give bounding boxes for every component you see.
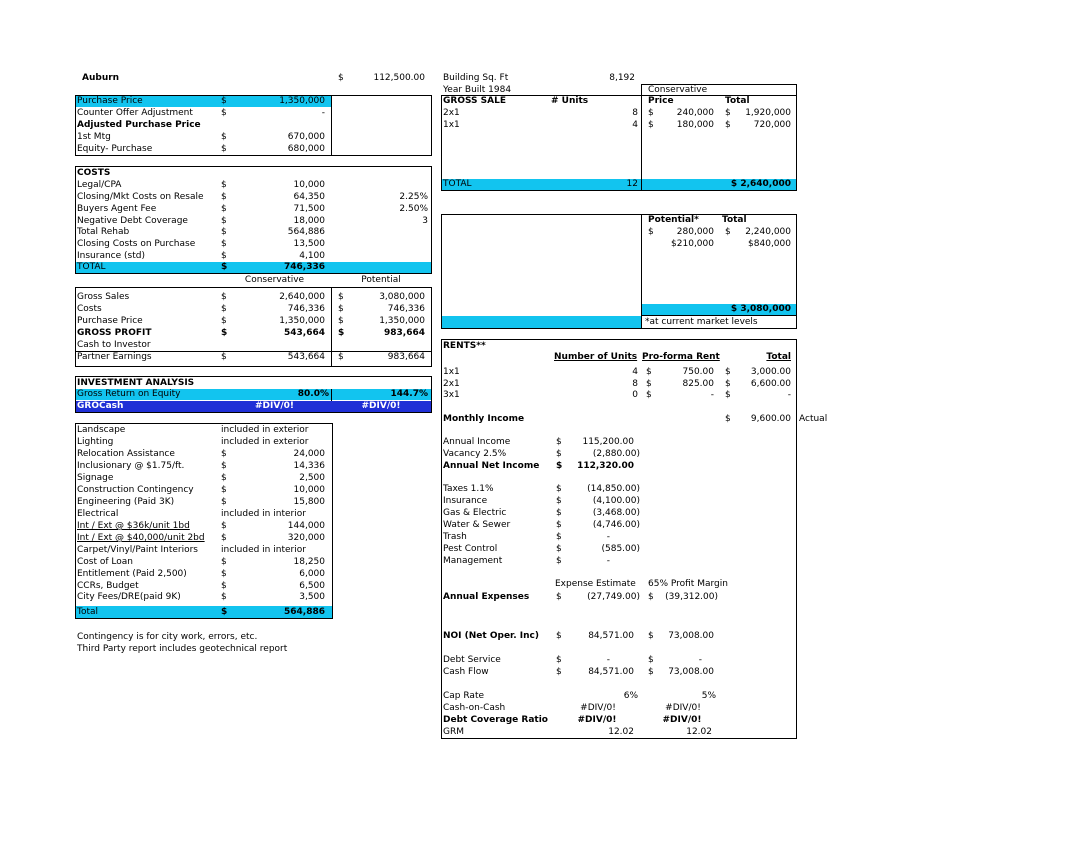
purchase-price-value: 1,350,000 bbox=[279, 96, 325, 106]
rent-value: 825.00 bbox=[682, 379, 714, 389]
equity-purchase-sym: $ bbox=[221, 144, 227, 154]
building-sqft-label: Building Sq. Ft bbox=[443, 73, 509, 83]
expense-value: (585.00) bbox=[601, 544, 640, 554]
noi-value: 84,571.00 bbox=[588, 631, 634, 641]
gross-return-pot: 144.7% bbox=[390, 389, 428, 399]
annual-net-income-label: Annual Net Income bbox=[443, 461, 540, 471]
noi-value-2: 73,008.00 bbox=[668, 631, 714, 641]
gross-sale-total-sym: $ bbox=[725, 120, 731, 130]
cash-flow-value: 84,571.00 bbox=[588, 667, 634, 677]
cash-to-investor-label: Cash to Investor bbox=[77, 340, 151, 350]
rehab-row-sym: included in exterior bbox=[221, 425, 309, 435]
expense-value: - bbox=[606, 532, 610, 542]
expense-sym: $ bbox=[556, 484, 562, 494]
profit-row-psym: $ bbox=[338, 292, 344, 302]
equity-purchase-label: Equity- Purchase bbox=[77, 144, 153, 154]
units-column-header: # Units bbox=[551, 96, 589, 106]
year-built: Year Built 1984 bbox=[443, 85, 512, 95]
expense-value: (4,100.00) bbox=[592, 496, 640, 506]
cost-row-sym: $ bbox=[221, 192, 227, 202]
grocash-cons: #DIV/0! bbox=[255, 401, 294, 411]
investment-heading: INVESTMENT ANALYSIS bbox=[77, 378, 195, 388]
gross-sale-heading: GROSS SALE bbox=[443, 96, 506, 106]
rent-value: - bbox=[710, 390, 714, 400]
gross-sale-units: 4 bbox=[632, 120, 638, 130]
partner-earnings-psym: $ bbox=[338, 352, 344, 362]
rehab-row-value: 24,000 bbox=[293, 449, 325, 459]
expense-label: Gas & Electric bbox=[443, 508, 507, 518]
profit-row-sym: $ bbox=[221, 304, 227, 314]
debt-service-value-2: - bbox=[698, 655, 702, 665]
gross-sale-type: 2x1 bbox=[443, 108, 460, 118]
potential-price-2: $210,000 bbox=[671, 239, 714, 249]
expense-sym: $ bbox=[556, 508, 562, 518]
rehab-row-sym: $ bbox=[221, 497, 227, 507]
rehab-row-label: Int / Ext @ $40,000/unit 2bd bbox=[77, 533, 205, 543]
counter-offer-label: Counter Offer Adjustment bbox=[77, 108, 193, 118]
cost-row-sym: $ bbox=[221, 204, 227, 214]
rehab-row-sym: included in interior bbox=[221, 545, 306, 555]
partner-earnings-pot: 983,664 bbox=[387, 352, 425, 362]
potential-header: Potential* bbox=[648, 215, 699, 225]
expense-sym: $ bbox=[556, 544, 562, 554]
cost-row-sym: $ bbox=[221, 180, 227, 190]
rehab-row-value: 3,500 bbox=[299, 592, 325, 602]
counter-offer-sym: $ bbox=[221, 108, 227, 118]
grm-label: GRM bbox=[443, 727, 464, 737]
gross-sale-price: 240,000 bbox=[676, 108, 714, 118]
building-sqft-value: 8,192 bbox=[609, 73, 635, 83]
dcr-value: #DIV/0! bbox=[577, 715, 617, 725]
potential-price-sym: $ bbox=[648, 227, 654, 237]
partner-earnings-sym: $ bbox=[221, 352, 227, 362]
pro-forma-rent-header: Pro-forma Rent bbox=[642, 352, 720, 362]
rent-sym: $ bbox=[646, 379, 652, 389]
potential-total: 2,240,000 bbox=[745, 227, 791, 237]
rehab-row-sym: $ bbox=[221, 569, 227, 579]
cost-row-pct: 3 bbox=[422, 216, 428, 226]
cost-row-sym: $ bbox=[221, 227, 227, 237]
rent-type: 1x1 bbox=[443, 367, 460, 377]
profit-row-pot: 746,336 bbox=[387, 304, 425, 314]
rent-type: 2x1 bbox=[443, 379, 460, 389]
potential-total-value: $ 3,080,000 bbox=[730, 304, 791, 314]
cost-row-label: Legal/CPA bbox=[77, 180, 122, 190]
note-contingency: Contingency is for city work, errors, etc. bbox=[77, 632, 258, 642]
cost-row-value: 13,500 bbox=[293, 239, 325, 249]
rehab-row-label: Relocation Assistance bbox=[77, 449, 175, 459]
profit-row-psym: $ bbox=[338, 304, 344, 314]
grocash-label: GROCash bbox=[77, 401, 124, 411]
rehab-row-label: Cost of Loan bbox=[77, 557, 133, 567]
rehab-row-label: Landscape bbox=[77, 425, 126, 435]
rehab-row-label: Electrical bbox=[77, 509, 119, 519]
annual-expenses-value: (27,749.00) bbox=[587, 592, 640, 602]
expense-value: (4,746.00) bbox=[592, 520, 640, 530]
first-mtg-label: 1st Mtg bbox=[77, 132, 111, 142]
rehab-row-label: Inclusionary @ $1.75/ft. bbox=[77, 461, 185, 471]
rehab-row-sym: $ bbox=[221, 533, 227, 543]
potential-price: 280,000 bbox=[676, 227, 714, 237]
cost-row-label: Closing/Mkt Costs on Resale bbox=[77, 192, 204, 202]
expense-label: Water & Sewer bbox=[443, 520, 511, 530]
rehab-row-value: 6,500 bbox=[299, 581, 325, 591]
rehab-row-label: CCRs, Budget bbox=[77, 581, 139, 591]
cost-row-value: 564,886 bbox=[287, 227, 325, 237]
purchase-label: Purchase Price bbox=[77, 96, 143, 106]
rehab-row-value: 144,000 bbox=[287, 521, 325, 531]
gross-profit-cons: 543,664 bbox=[284, 328, 325, 338]
rent-total-sym: $ bbox=[725, 390, 731, 400]
costs-total-value: 746,336 bbox=[284, 262, 325, 272]
gross-sale-total-sym: $ bbox=[725, 108, 731, 118]
cost-row-value: 71,500 bbox=[293, 204, 325, 214]
expense-sym: $ bbox=[556, 556, 562, 566]
equity-purchase-value: 680,000 bbox=[287, 144, 325, 154]
potential-total-sym: $ bbox=[725, 227, 731, 237]
rehab-total-sym: $ bbox=[221, 607, 228, 617]
partner-earnings-label: Partner Earnings bbox=[77, 352, 152, 362]
gross-profit-label: GROSS PROFIT bbox=[77, 328, 152, 338]
rehab-row-sym: $ bbox=[221, 473, 227, 483]
profit-row-pot: 1,350,000 bbox=[379, 316, 425, 326]
rehab-row-label: Int / Ext @ $36k/unit 1bd bbox=[77, 521, 190, 531]
profit-row-sym: $ bbox=[221, 292, 227, 302]
rehab-row-sym: $ bbox=[221, 461, 227, 471]
rent-sym: $ bbox=[646, 367, 652, 377]
gross-sale-price: 180,000 bbox=[676, 120, 714, 130]
cash-flow-sym: $ bbox=[556, 667, 562, 677]
gross-return-label: Gross Return on Equity bbox=[77, 389, 181, 399]
rehab-row-label: Signage bbox=[77, 473, 114, 483]
gross-return-cons: 80.0% bbox=[297, 389, 329, 399]
rehab-total-label: Total bbox=[77, 607, 99, 617]
price-per-unit: 112,500.00 bbox=[373, 73, 425, 83]
gross-sale-price-sym: $ bbox=[648, 108, 654, 118]
rent-type: 3x1 bbox=[443, 390, 460, 400]
total-column-header: Total bbox=[725, 96, 750, 106]
rehab-row-value: 10,000 bbox=[293, 485, 325, 495]
cap-rate-value-2: 5% bbox=[701, 691, 716, 701]
rehab-row-sym: $ bbox=[221, 557, 227, 567]
grm-value-2: 12.02 bbox=[686, 727, 712, 737]
profit-row-psym: $ bbox=[338, 316, 344, 326]
rehab-row-sym: included in exterior bbox=[221, 437, 309, 447]
cash-flow-value-2: 73,008.00 bbox=[668, 667, 714, 677]
noi-sym-2: $ bbox=[648, 631, 654, 641]
profit-row-label: Gross Sales bbox=[77, 292, 130, 302]
rehab-row-label: Carpet/Vinyl/Paint Interiors bbox=[77, 545, 198, 555]
income-value: (2,880.00) bbox=[592, 449, 640, 459]
expense-value: (3,468.00) bbox=[592, 508, 640, 518]
gross-sale-total-label: TOTAL bbox=[443, 179, 472, 189]
gross-sale-units: 8 bbox=[632, 108, 638, 118]
rehab-row-value: 6,000 bbox=[299, 569, 325, 579]
note-geotechnical: Third Party report includes geotechnical report bbox=[77, 644, 288, 654]
rehab-row-label: Construction Contingency bbox=[77, 485, 194, 495]
cost-row-pct: 2.25% bbox=[399, 192, 428, 202]
expense-label: Trash bbox=[443, 532, 467, 542]
rehab-row-label: City Fees/DRE(paid 9K) bbox=[77, 592, 181, 602]
expense-label: Management bbox=[443, 556, 503, 566]
gross-profit-pot: 983,664 bbox=[384, 328, 425, 338]
expense-sym: $ bbox=[556, 532, 562, 542]
cash-on-cash-value: #DIV/0! bbox=[580, 703, 616, 713]
expense-label: Pest Control bbox=[443, 544, 498, 554]
rehab-row-value: 2,500 bbox=[299, 473, 325, 483]
annual-expenses-value-2: (39,312.00) bbox=[665, 592, 718, 602]
debt-service-label: Debt Service bbox=[443, 655, 501, 665]
rehab-row-sym: $ bbox=[221, 449, 227, 459]
profit-row-pot: 3,080,000 bbox=[379, 292, 425, 302]
rehab-row-label: Engineering (Paid 3K) bbox=[77, 497, 175, 507]
debt-service-sym: $ bbox=[556, 655, 562, 665]
cost-row-label: Total Rehab bbox=[77, 227, 130, 237]
rehab-row-sym: included in interior bbox=[221, 509, 306, 519]
rent-units: 0 bbox=[632, 390, 638, 400]
rent-total: - bbox=[787, 390, 791, 400]
rehab-row-label: Entitlement (Paid 2,500) bbox=[77, 569, 187, 579]
income-sym: $ bbox=[556, 449, 562, 459]
rent-total: 6,600.00 bbox=[750, 379, 791, 389]
annual-expenses-label: Annual Expenses bbox=[443, 592, 530, 602]
rehab-total-value: 564,886 bbox=[284, 607, 325, 617]
dcr-label: Debt Coverage Ratio bbox=[443, 715, 548, 725]
cost-row-label: Insurance (std) bbox=[77, 251, 145, 261]
profit-margin-label: 65% Profit Margin bbox=[648, 579, 728, 589]
dcr-value-2: #DIV/0! bbox=[662, 715, 702, 725]
price-symbol: $ bbox=[338, 73, 344, 83]
annual-expenses-sym-2: $ bbox=[648, 592, 654, 602]
cash-on-cash-value-2: #DIV/0! bbox=[665, 703, 701, 713]
rehab-row-value: 320,000 bbox=[287, 533, 325, 543]
expense-value: - bbox=[606, 556, 610, 566]
counter-offer-value: - bbox=[321, 108, 325, 118]
expense-sym: $ bbox=[556, 496, 562, 506]
monthly-income-value: 9,600.00 bbox=[750, 414, 791, 424]
adjusted-price-label: Adjusted Purchase Price bbox=[77, 120, 201, 130]
rehab-row-value: 15,800 bbox=[293, 497, 325, 507]
rehab-row-sym: $ bbox=[221, 521, 227, 531]
cap-rate-label: Cap Rate bbox=[443, 691, 485, 701]
costs-total-label: TOTAL bbox=[77, 262, 106, 272]
cost-row-label: Buyers Agent Fee bbox=[77, 204, 157, 214]
monthly-income-label: Monthly Income bbox=[443, 414, 525, 424]
gross-sale-type: 1x1 bbox=[443, 120, 460, 130]
cash-flow-sym-2: $ bbox=[648, 667, 654, 677]
potential-footnote: *at current market levels bbox=[645, 317, 758, 327]
expense-label: Taxes 1.1% bbox=[443, 484, 494, 494]
gross-sale-total-units: 12 bbox=[626, 179, 638, 189]
costs-heading: COSTS bbox=[77, 168, 111, 178]
units-count-header: Number of Units bbox=[554, 352, 638, 362]
profit-row-cons: 1,350,000 bbox=[279, 316, 325, 326]
actual-label: Actual bbox=[799, 414, 828, 424]
first-mtg-sym: $ bbox=[221, 132, 227, 142]
cost-row-sym: $ bbox=[221, 216, 227, 226]
cost-row-pct: 2.50% bbox=[399, 204, 428, 214]
purchase-sym: $ bbox=[221, 96, 227, 106]
potential-total-header: Total bbox=[722, 215, 747, 225]
cost-row-sym: $ bbox=[221, 239, 227, 249]
cost-row-label: Negative Debt Coverage bbox=[77, 216, 188, 226]
rehab-row-sym: $ bbox=[221, 592, 227, 602]
rent-units: 8 bbox=[632, 379, 638, 389]
cash-on-cash-label: Cash-on-Cash bbox=[443, 703, 506, 713]
rehab-row-value: 14,336 bbox=[293, 461, 325, 471]
cost-row-value: 18,000 bbox=[293, 216, 325, 226]
gross-sale-price-sym: $ bbox=[648, 120, 654, 130]
gross-sale-total: 720,000 bbox=[753, 120, 791, 130]
noi-sym: $ bbox=[556, 631, 562, 641]
gross-sale-conservative: Conservative bbox=[648, 85, 708, 95]
costs-total-sym: $ bbox=[221, 262, 228, 272]
rehab-row-sym: $ bbox=[221, 581, 227, 591]
gross-sale-total: 1,920,000 bbox=[745, 108, 791, 118]
cost-row-value: 4,100 bbox=[299, 251, 325, 261]
partner-earnings-cons: 543,664 bbox=[287, 352, 325, 362]
potential-left-highlight bbox=[442, 316, 641, 328]
cost-row-sym: $ bbox=[221, 251, 227, 261]
cap-rate-value: 6% bbox=[623, 691, 638, 701]
profit-row-cons: 2,640,000 bbox=[279, 292, 325, 302]
rents-heading: RENTS** bbox=[443, 341, 486, 351]
debt-service-value: - bbox=[606, 655, 610, 665]
grm-value: 12.02 bbox=[608, 727, 634, 737]
rent-units: 4 bbox=[632, 367, 638, 377]
profit-row-label: Purchase Price bbox=[77, 316, 143, 326]
noi-label: NOI (Net Oper. Inc) bbox=[443, 631, 539, 641]
monthly-income-sym: $ bbox=[725, 414, 731, 424]
rent-sym: $ bbox=[646, 390, 652, 400]
expense-sym: $ bbox=[556, 520, 562, 530]
rent-total-sym: $ bbox=[725, 379, 731, 389]
income-label: Annual Income bbox=[443, 437, 511, 447]
conservative-column-header: Conservative bbox=[244, 275, 305, 285]
rent-total: 3,000.00 bbox=[750, 367, 791, 377]
income-value: 115,200.00 bbox=[582, 437, 634, 447]
expense-label: Insurance bbox=[443, 496, 488, 506]
rehab-row-value: 18,250 bbox=[293, 557, 325, 567]
price-column-header: Price bbox=[648, 96, 674, 106]
first-mtg-value: 670,000 bbox=[287, 132, 325, 142]
potential-total-2: $840,000 bbox=[748, 239, 791, 249]
property-title: Auburn bbox=[82, 73, 120, 83]
potential-column-header: Potential bbox=[361, 275, 401, 285]
rent-total-sym: $ bbox=[725, 367, 731, 377]
cost-row-value: 10,000 bbox=[293, 180, 325, 190]
rent-value: 750.00 bbox=[682, 367, 714, 377]
debt-service-sym-2: $ bbox=[648, 655, 654, 665]
rents-total-header: Total bbox=[766, 352, 791, 362]
grocash-pot: #DIV/0! bbox=[361, 401, 401, 411]
gross-sale-total-value: $ 2,640,000 bbox=[730, 179, 791, 189]
gross-profit-sym: $ bbox=[221, 328, 228, 338]
expense-estimate-label: Expense Estimate bbox=[555, 579, 636, 589]
rehab-row-label: Lighting bbox=[77, 437, 114, 447]
profit-row-label: Costs bbox=[77, 304, 102, 314]
rehab-row-sym: $ bbox=[221, 485, 227, 495]
annual-net-income-value: 112,320.00 bbox=[577, 461, 634, 471]
gross-profit-psym: $ bbox=[338, 328, 345, 338]
profit-row-sym: $ bbox=[221, 316, 227, 326]
income-sym: $ bbox=[556, 437, 562, 447]
cash-flow-label: Cash Flow bbox=[443, 667, 489, 677]
annual-expenses-sym: $ bbox=[556, 592, 562, 602]
profit-row-cons: 746,336 bbox=[287, 304, 325, 314]
expense-value: (14,850.00) bbox=[587, 484, 640, 494]
income-label: Vacancy 2.5% bbox=[443, 449, 507, 459]
cost-row-value: 64,350 bbox=[293, 192, 325, 202]
annual-net-income-sym: $ bbox=[556, 461, 563, 471]
cost-row-label: Closing Costs on Purchase bbox=[77, 239, 196, 249]
